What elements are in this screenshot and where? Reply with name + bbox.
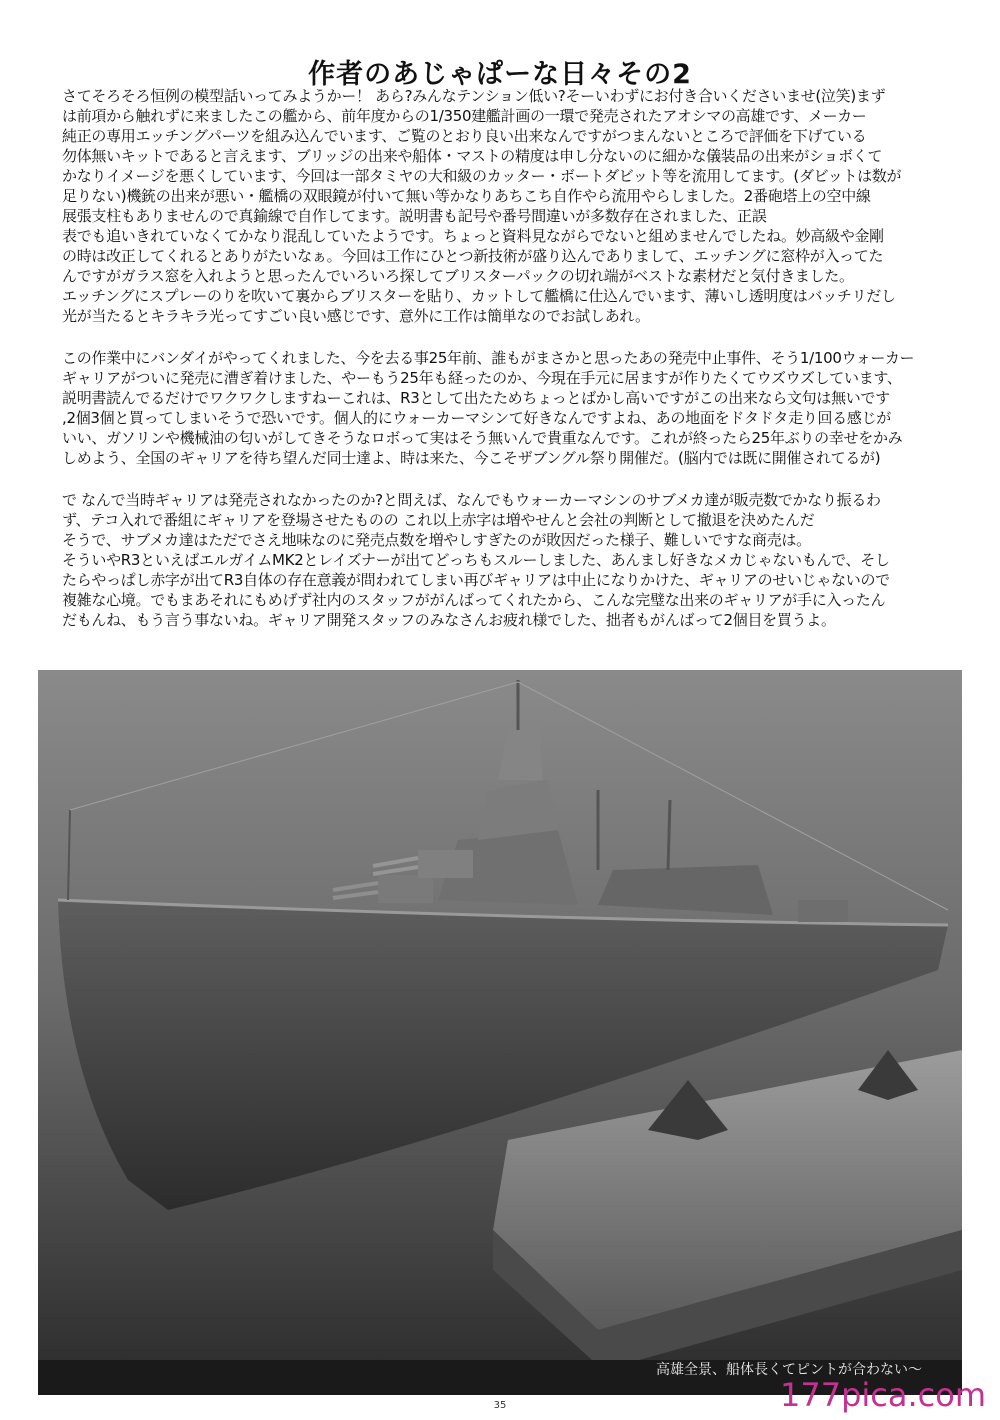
- text-line: たらやっぱし赤字が出てR3自体の存在意義が問われてしまい再びギャリアは中止になりかけた、ギャリアのせいじゃないので: [62, 571, 890, 589]
- text-line: は前項から触れずに来ましたこの艦から、前年度からの1/350建艦計画の一環で発売されたアオシマの高雄です、メーカー: [62, 107, 867, 125]
- text-line: エッチングにスプレーのりを吹いて裏からブリスターを貼り、カットして艦橋に仕込んでいます、薄いし透明度はバッチリだし: [62, 287, 896, 305]
- paragraph-3: [62, 490, 957, 630]
- text-line: 説明書読んでるだけでワクワクしますねーこれは、R3として出たためちょっとばかし高いですがこの出来なら文句は無いです: [62, 389, 890, 407]
- text-line: 純正の専用エッチングパーツを組み込んでいます、ご覧のとおり良い出来なんですがつまんないところで評価を下げている: [62, 127, 867, 145]
- text-line: いい、ガソリンや機械油の匂いがしてきそうなロボって実はそう無いんで貴重なんです。これが終ったら25年ぶりの幸せをかみ: [62, 429, 903, 447]
- text-line: 展張支柱もありませんので真鍮線で自作してます。説明書も記号や番号間違いが多数存在されました、正誤: [62, 207, 767, 225]
- text-line: さてそろそろ恒例の模型話いってみようかー！ あら?みんなテンション低い?そーいわずにお付き合いくださいませ(泣笑)まず: [62, 87, 886, 105]
- photo-caption: 高雄全景、船体長くてピントが合わない～: [656, 1362, 922, 1378]
- text-line: ,2個3個と買ってしまいそうで恐いです。個人的にウォーカーマシンて好きなんですよね、あの地面をドタドタ走り回る感じが: [62, 409, 891, 427]
- watermark: 177pica.com: [780, 1376, 986, 1414]
- text-line: 光が当たるとキラキラ光ってすごい良い感じです、意外に工作は簡単なのでお試しあれ。: [62, 307, 650, 325]
- paragraph-1: [62, 86, 957, 326]
- text-line: 足りない)機銃の出来が悪い・艦橋の双眼鏡が付いて無い等かなりあちこち自作やら流用やらしました。2番砲塔上の空中線: [62, 187, 871, 205]
- text-line: しめよう、全国のギャリアを待ち望んだ同士達よ、時は来た、今こそザブングル祭り開催だ。(脳内では既に開催されてるが): [62, 449, 881, 467]
- text-line: 複雑な心境。でもまあそれにもめげず社内のスタッフががんばってくれたから、こんな完璧な出来のギャリアが手に入ったん: [62, 591, 886, 609]
- text-line: ず、テコ入れで番組にギャリアを登場させたものの これ以上赤字は増やせんと会社の判断として撤退を決めたんだ: [62, 511, 815, 529]
- article-body: [62, 86, 957, 652]
- text-line: 勿体無いキットであると言えます、ブリッジの出来や船体・マストの精度は申し分ないのに細かな儀装品の出来がショボくて: [62, 147, 883, 165]
- text-line: そういやR3といえばエルガイムMK2とレイズナーが出てどっちもスルーしました、あんまし好きなメカじゃないもんで、そし: [62, 551, 890, 569]
- text-line: で なんで当時ギャリアは発売されなかったのか?と問えば、なんでもウォーカーマシンのサブメカ達が販売数でかなり振るわ: [62, 491, 881, 509]
- ship-model-photo: [38, 670, 962, 1395]
- ship-illustration: [38, 670, 962, 1395]
- text-line: ギャリアがついに発売に漕ぎ着けました、やーもう25年も経ったのか、今現在手元に居ますが作りたくてウズウズしています、: [62, 369, 902, 387]
- text-line: かなりイメージを悪くしています、今回は一部タミヤの大和級のカッター・ボートダビット等を流用してます。(ダビットは数が: [62, 167, 902, 185]
- page-title: 作者のあじゃぱーな日々その2: [308, 59, 692, 90]
- text-line: そうで、サブメカ達はただでさえ地味なのに発売点数を増やしすぎたのが敗因だった様子、難しいですな商売は。: [62, 531, 811, 549]
- text-line: の時は改正してくれるとありがたいなぁ。今回は工作にひとつ新技術が盛り込んでありまして、エッチングに窓枠が入ってた: [62, 247, 884, 265]
- page-number: 35: [493, 1400, 507, 1411]
- text-line: んですがガラス窓を入れようと思ったんでいろいろ探してブリスターパックの切れ端がベストな素材だと気付きました。: [62, 267, 854, 285]
- paragraph-2: [62, 348, 957, 468]
- text-line: だもんね、もう言う事ないね。ギャリア開発スタッフのみなさんお疲れ様でした、拙者もがんばって2個目を買うよ。: [62, 611, 836, 629]
- text-line: この作業中にバンダイがやってくれました、今を去る事25年前、誰もがまさかと思ったあの発売中止事件、そう1/100ウォーカー: [62, 349, 915, 367]
- text-line: 表でも追いきれていなくてかなり混乱していたようです。ちょっと資料見ながらでないと組めませんでしたね。妙高級や金剛: [62, 227, 884, 245]
